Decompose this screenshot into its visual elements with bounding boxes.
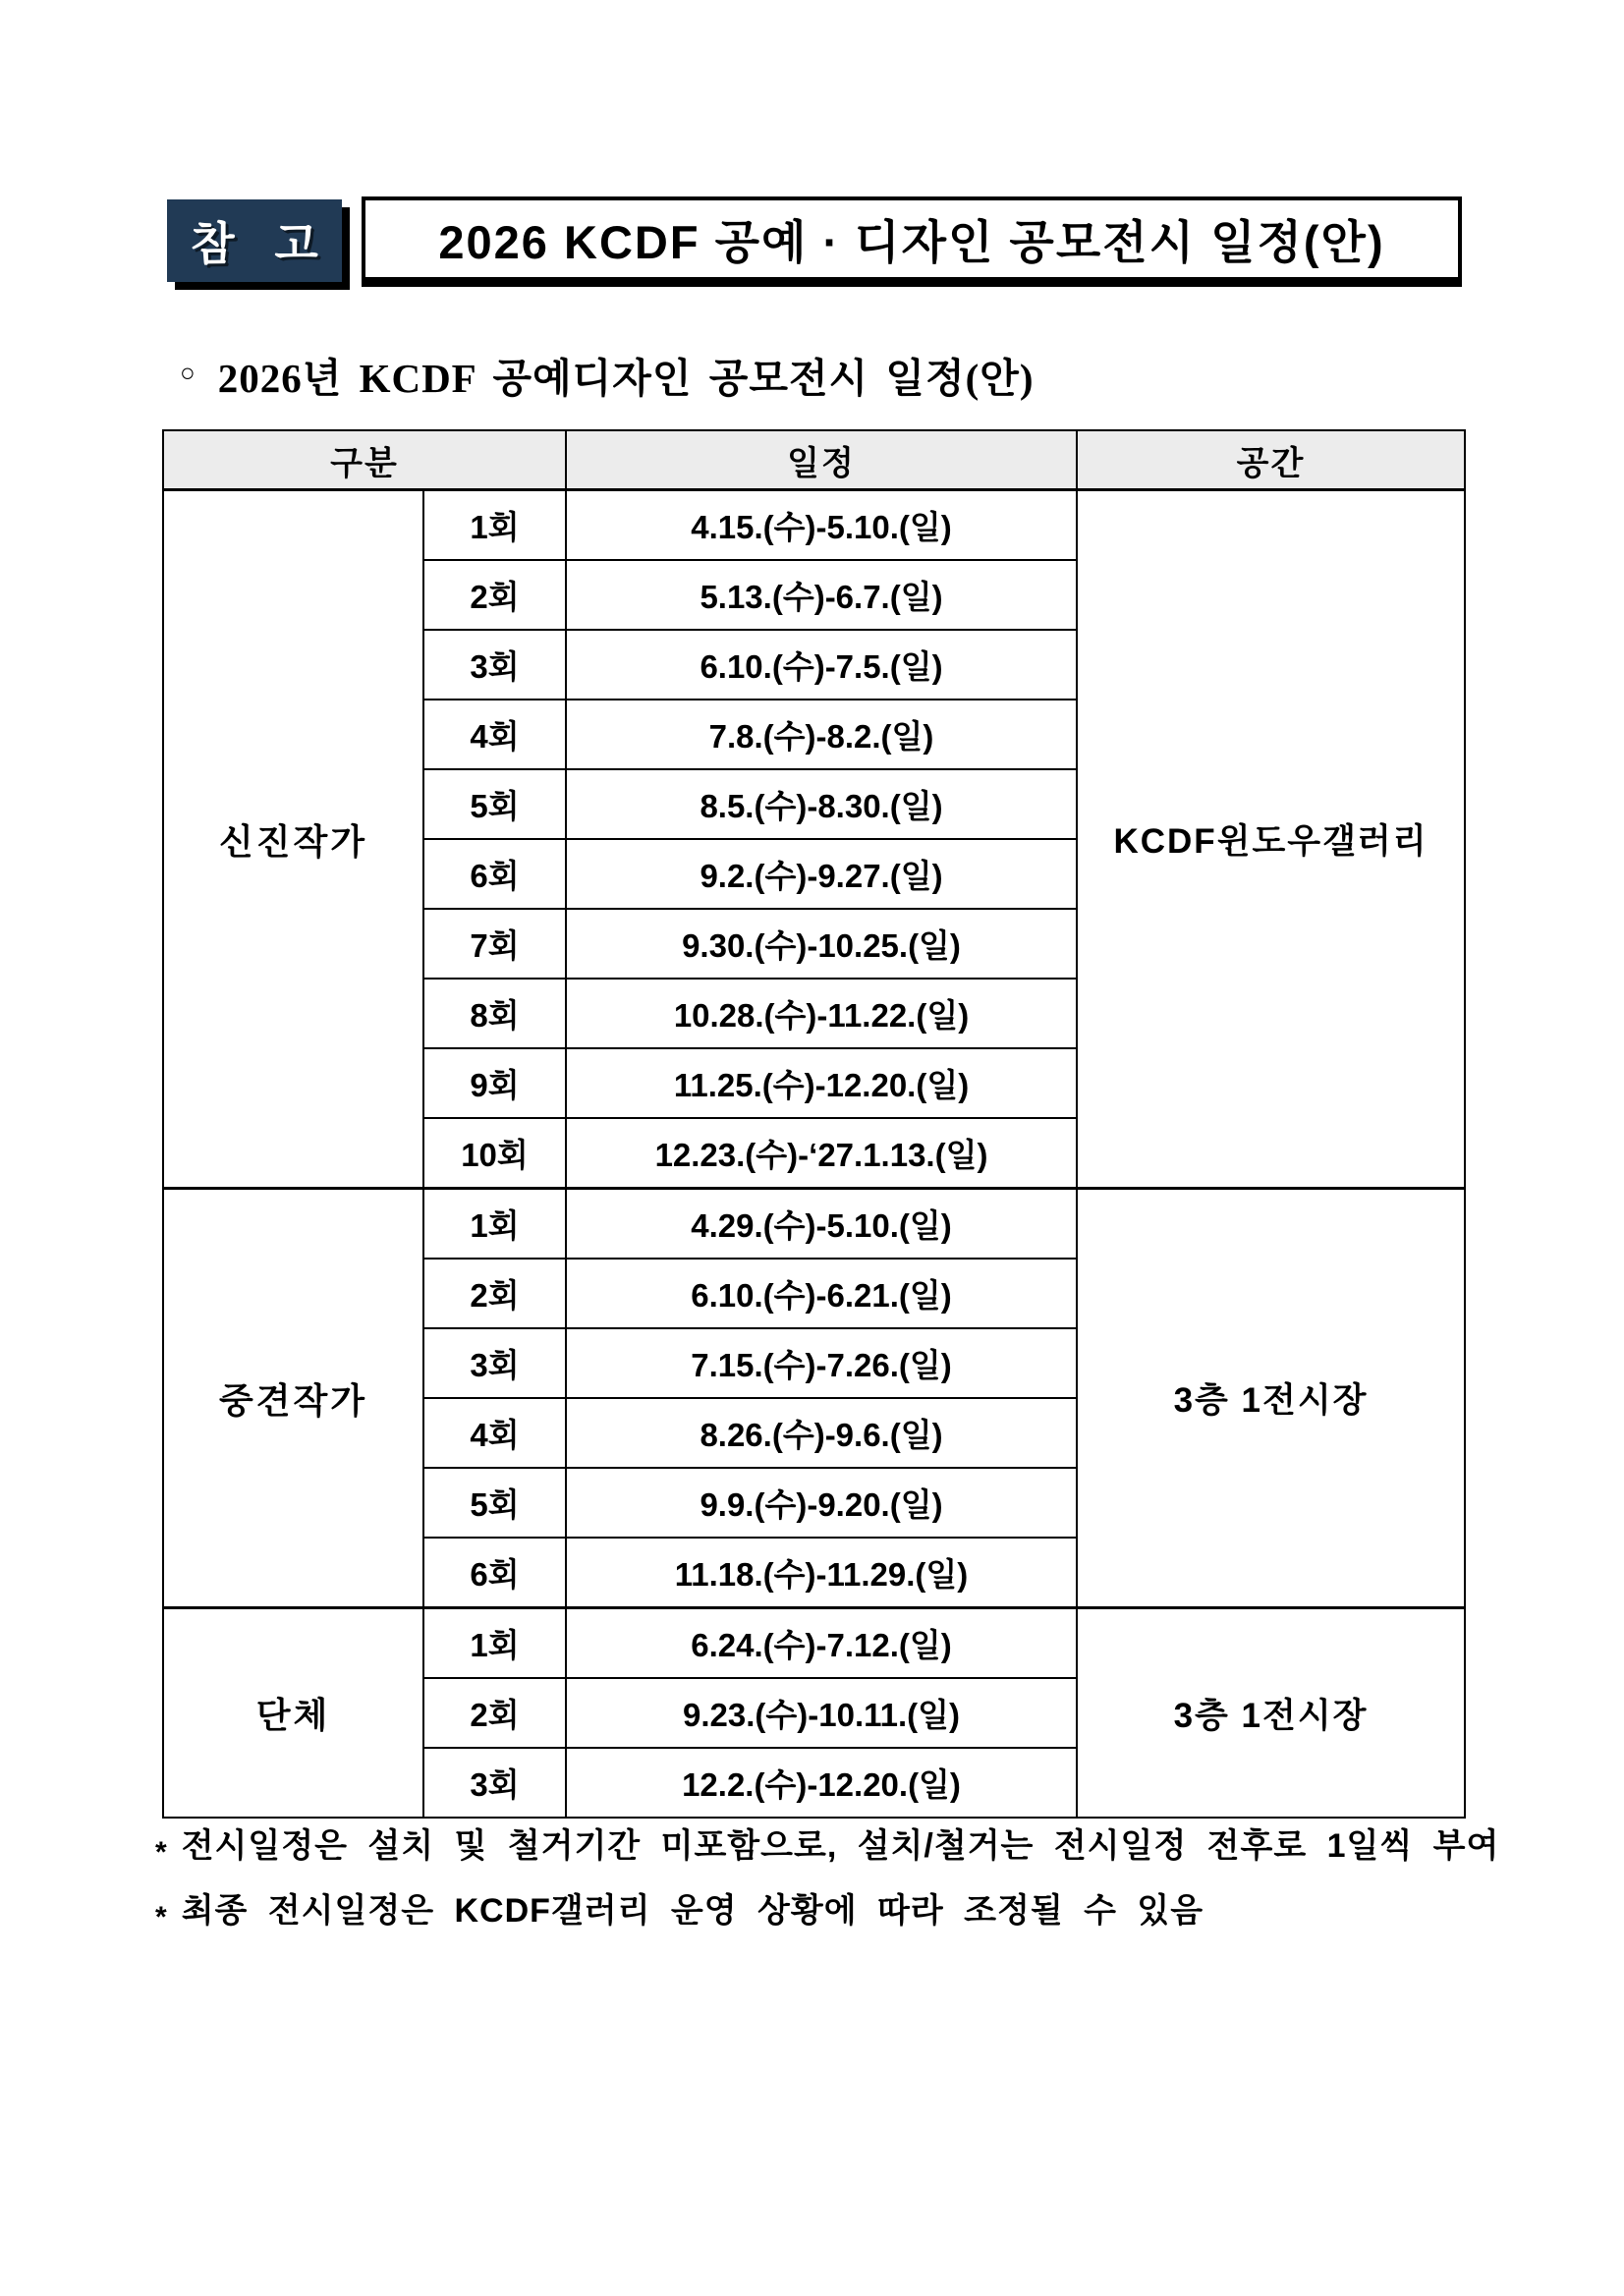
- section-subtitle: [180, 346, 1035, 404]
- schedule-cell: 9.30.(수)-10.25.(일): [566, 909, 1077, 979]
- round-cell: 2회: [423, 1259, 566, 1328]
- round-cell: 8회: [423, 979, 566, 1048]
- group-cell: 중견작가: [163, 1189, 423, 1608]
- schedule-cell: 10.28.(수)-11.22.(일): [566, 979, 1077, 1048]
- schedule-cell: 7.8.(수)-8.2.(일): [566, 700, 1077, 769]
- document-title: 2026 KCDF 공예 · 디자인 공모전시 일정(안): [438, 215, 1385, 268]
- space-cell: 3층 1전시장: [1077, 1608, 1465, 1819]
- round-cell: 6회: [423, 1538, 566, 1608]
- footnote-line: [155, 1823, 1500, 1869]
- schedule-cell: 6.10.(수)-7.5.(일): [566, 630, 1077, 700]
- space-cell: 3층 1전시장: [1077, 1189, 1465, 1608]
- round-cell: 4회: [423, 1398, 566, 1468]
- column-header-category: 구분: [163, 430, 566, 490]
- schedule-cell: 4.15.(수)-5.10.(일): [566, 490, 1077, 561]
- round-cell: 3회: [423, 1328, 566, 1398]
- group-cell: 단체: [163, 1608, 423, 1819]
- schedule-cell: 8.26.(수)-9.6.(일): [566, 1398, 1077, 1468]
- schedule-cell: 12.23.(수)-‘27.1.13.(일): [566, 1118, 1077, 1189]
- schedule-cell: 8.5.(수)-8.30.(일): [566, 769, 1077, 839]
- schedule-cell: 11.25.(수)-12.20.(일): [566, 1048, 1077, 1118]
- column-header-schedule: 일정: [566, 430, 1077, 490]
- column-header-space: 공간: [1077, 430, 1465, 490]
- schedule-cell: 9.23.(수)-10.11.(일): [566, 1678, 1077, 1748]
- round-cell: 2회: [423, 1678, 566, 1748]
- round-cell: 1회: [423, 490, 566, 561]
- schedule-cell: 6.24.(수)-7.12.(일): [566, 1608, 1077, 1679]
- schedule-cell: 12.2.(수)-12.20.(일): [566, 1748, 1077, 1818]
- round-cell: 1회: [423, 1189, 566, 1260]
- schedule-cell: 9.2.(수)-9.27.(일): [566, 839, 1077, 909]
- table-row: [163, 1608, 1465, 1679]
- footnote-text: 최종 전시일정은 KCDF갤러리 운영 상황에 따라 조정될 수 있음: [181, 1892, 1204, 1930]
- exhibition-schedule-table: [162, 429, 1466, 1819]
- space-cell: KCDF윈도우갤러리: [1077, 490, 1465, 1189]
- schedule-cell: 9.9.(수)-9.20.(일): [566, 1468, 1077, 1538]
- asterisk-icon: *: [155, 1836, 168, 1869]
- round-cell: 10회: [423, 1118, 566, 1189]
- round-cell: 5회: [423, 769, 566, 839]
- round-cell: 1회: [423, 1608, 566, 1679]
- section-subtitle-text: 2026년 KCDF 공예디자인 공모전시 일정(안): [217, 356, 1035, 401]
- round-cell: 4회: [423, 700, 566, 769]
- group-cell: 신진작가: [163, 490, 423, 1189]
- schedule-cell: 5.13.(수)-6.7.(일): [566, 560, 1077, 630]
- round-cell: 2회: [423, 560, 566, 630]
- footnote-text: 전시일정은 설치 및 철거기간 미포함으로, 설치/철거는 전시일정 전후로 1일씩 부여: [181, 1827, 1500, 1865]
- document-title-box: [362, 196, 1462, 287]
- footnote-line: [155, 1888, 1491, 1933]
- round-cell: 5회: [423, 1468, 566, 1538]
- footnotes: [155, 1823, 1500, 1953]
- schedule-cell: 6.10.(수)-6.21.(일): [566, 1259, 1077, 1328]
- round-cell: 6회: [423, 839, 566, 909]
- schedule-cell: 4.29.(수)-5.10.(일): [566, 1189, 1077, 1260]
- schedule-cell: 11.18.(수)-11.29.(일): [566, 1538, 1077, 1608]
- circle-bullet-icon: ○: [180, 358, 196, 387]
- round-cell: 9회: [423, 1048, 566, 1118]
- reference-badge-label: 참 고: [191, 218, 332, 269]
- reference-badge: [167, 199, 342, 282]
- round-cell: 3회: [423, 630, 566, 700]
- table-row: [163, 490, 1465, 561]
- schedule-table-body: [163, 490, 1465, 1819]
- schedule-cell: 7.15.(수)-7.26.(일): [566, 1328, 1077, 1398]
- table-header-row: [163, 430, 1465, 490]
- table-row: [163, 1189, 1465, 1260]
- round-cell: 7회: [423, 909, 566, 979]
- asterisk-icon: *: [155, 1901, 168, 1933]
- round-cell: 3회: [423, 1748, 566, 1818]
